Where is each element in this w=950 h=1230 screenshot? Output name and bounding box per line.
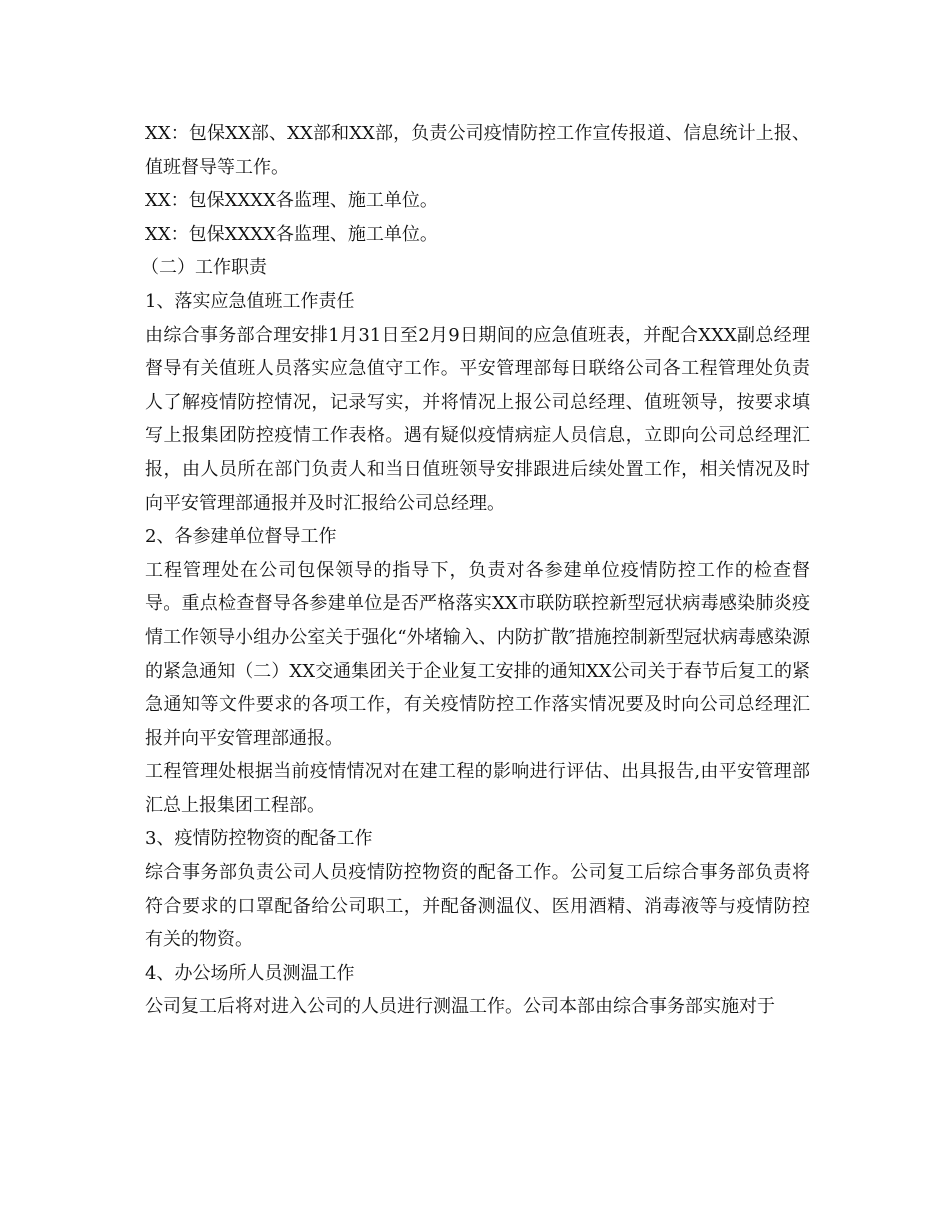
document-body: [141, 117, 810, 1024]
item-heading-3: 3、疫情防控物资的配备工作: [145, 828, 373, 850]
item-heading-1: 1、落实应急值班工作责任: [145, 290, 355, 312]
paragraph-xx-publicity: XX：包保XX部、XX部和XX部，负责公司疫情防控工作宣传报道、信息统计上报、值班督导等工作。: [145, 123, 810, 178]
paragraph-xx-supervision-2: XX：包保XXXX各监理、施工单位。: [145, 223, 438, 245]
section-heading-duties: （二）工作职责: [141, 257, 267, 279]
paragraph-emergency-duty: 由综合事务部合理安排1月31日至2月9日期间的应急值班表，并配合XXX副总经理督导有关值班人员落实应急值守工作。平安管理部每日联络公司各工程管理处负责人了解疫情防控情况，记录写实，并将情况上报公司总经理、值班领导，按要求填写上报集团防控疫情工作表格。遇有疑似疫情病症人员信息，立即向公司总经理汇报，由人员所在部门负责人和当日值班领导安排跟进后续处置工作，相关情况及时向平安管理部通报并及时汇报给公司总经理。: [145, 324, 810, 514]
paragraph-xx-supervision-1: XX：包保XXXX各监理、施工单位。: [145, 190, 438, 212]
paragraph-unit-supervision: 工程管理处在公司包保领导的指导下，负责对各参建单位疫情防控工作的检查督导。重点检查督导各参建单位是否严格落实XX市联防联控新型冠状病毒感染肺炎疫情工作领导小组办公室关于强化“外堵输入、内防扩散″措施控制新型冠状病毒感染源的紧急通知（二）XX交通集团关于企业复工安排的通知XX公司关于春节后复工的紧急通知等文件要求的各项工作，有关疫情防控工作落实情况要及时向公司总经理汇报并向平安管理部通报。: [145, 559, 810, 749]
paragraph-supplies: 综合事务部负责公司人员疫情防控物资的配备工作。公司复工后综合事务部负责将符合要求的口罩配备给公司职工，并配备测温仪、医用酒精、消毒液等与疫情防控有关的物资。: [145, 862, 810, 951]
item-heading-2: 2、各参建单位督导工作: [145, 526, 337, 548]
paragraph-impact-assessment: 工程管理处根据当前疫情情况对在建工程的影响进行评估、出具报告,由平安管理部汇总上报集团工程部。: [145, 761, 810, 816]
paragraph-temperature: 公司复工后将对进入公司的人员进行测温工作。公司本部由综合事务部实施对于: [145, 996, 775, 1018]
item-heading-4: 4、办公场所人员测温工作: [145, 962, 355, 984]
